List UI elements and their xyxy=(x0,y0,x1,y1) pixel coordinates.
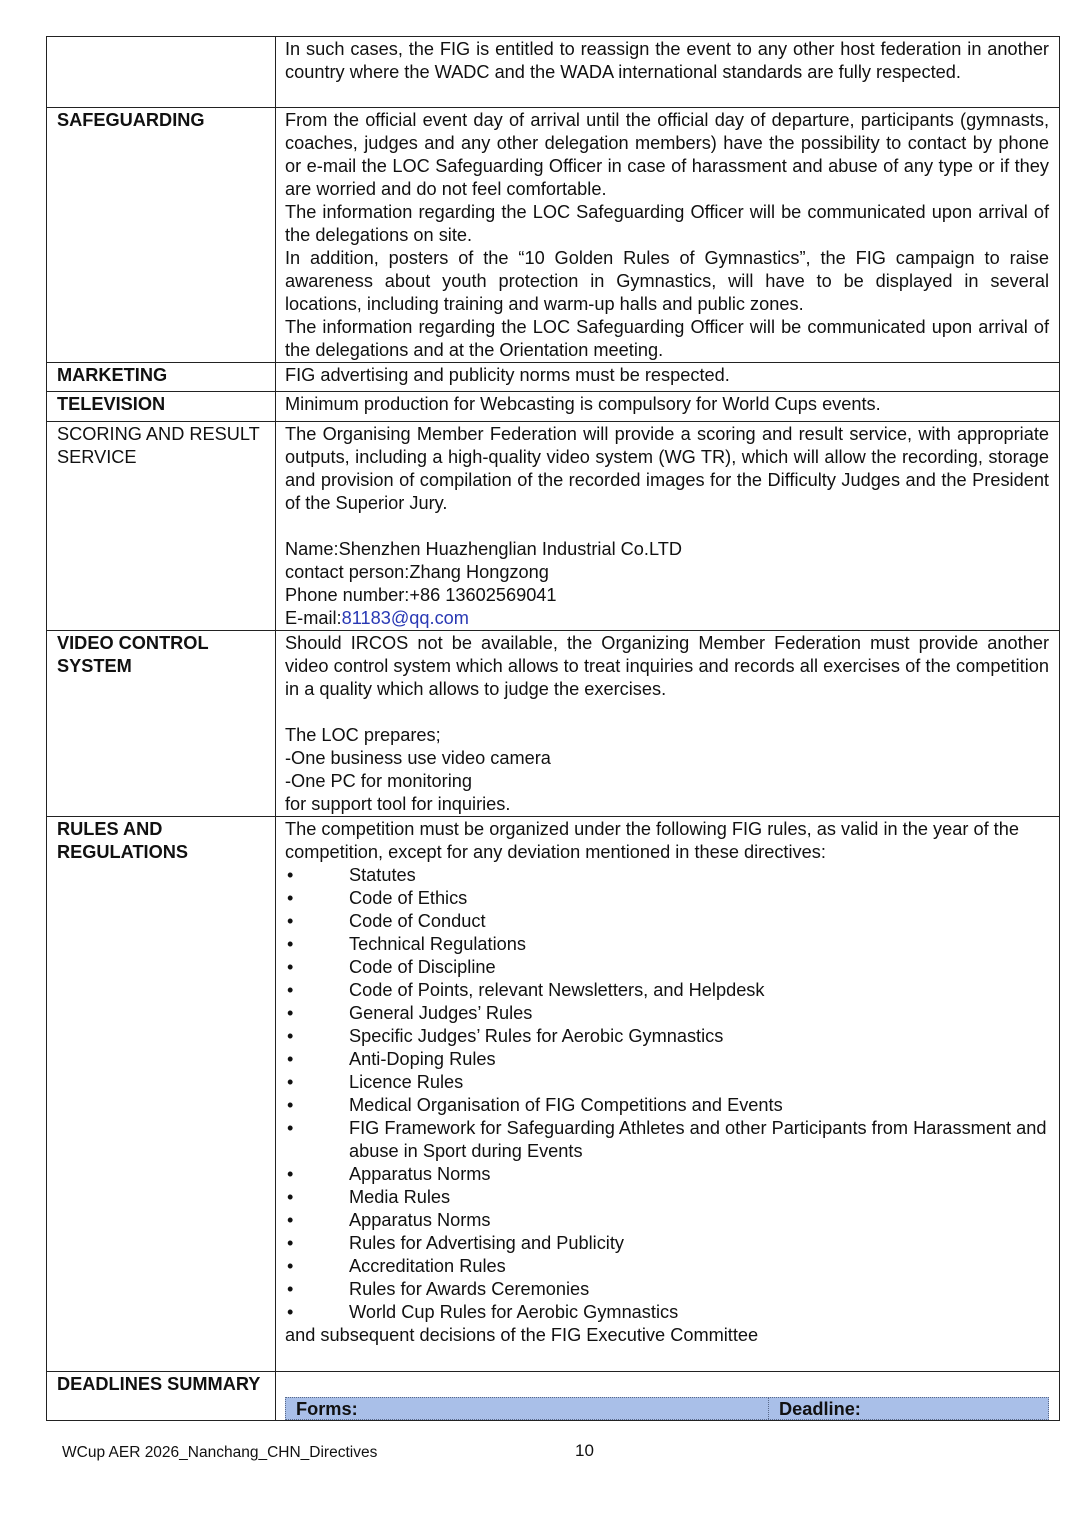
rules-item-text: Technical Regulations xyxy=(349,934,526,954)
rules-list-item xyxy=(285,956,1049,979)
bullet-icon: • xyxy=(287,1118,294,1138)
rules-list-item xyxy=(285,1094,1049,1117)
rules-item-text: Rules for Awards Ceremonies xyxy=(349,1279,590,1299)
rules-list-item xyxy=(285,933,1049,956)
rules-list xyxy=(285,864,1049,1324)
bullet-icon: • xyxy=(287,1233,294,1253)
rules-list-item xyxy=(285,979,1049,1002)
rules-item-text: FIG Framework for Safeguarding Athletes and other Participants from Harassment and abuse in Sport during Events xyxy=(349,1118,1047,1161)
bullet-icon: • xyxy=(287,980,294,1000)
safeguarding-label: SAFEGUARDING xyxy=(47,108,276,363)
deadline-header: Deadline: xyxy=(779,1399,861,1419)
video-control-label: VIDEO CONTROL SYSTEM xyxy=(47,631,276,817)
rules-list-item xyxy=(285,910,1049,933)
video-description: Should IRCOS not be available, the Organizing Member Federation must provide another video control system which allows to treat inquiries and records all exercises of the competition in a quality which allows to judge the exercises. xyxy=(285,633,1049,699)
bullet-icon: • xyxy=(287,1003,294,1023)
row-scoring xyxy=(47,422,1060,631)
bullet-icon: • xyxy=(287,1095,294,1115)
rules-list-item xyxy=(285,1232,1049,1255)
spacer xyxy=(285,515,1049,538)
video-item: for support tool for inquiries. xyxy=(285,794,511,814)
rules-list-item xyxy=(285,1071,1049,1094)
rules-intro: The competition must be organized under the following FIG rules, as valid in the year of the competition, except for any deviation mentioned in these directives: xyxy=(285,819,1019,862)
rules-list-item xyxy=(285,1025,1049,1048)
safeguarding-paragraph: In addition, posters of the “10 Golden Rules of Gymnastics”, the FIG campaign to raise awareness about youth protection in Gymnastics, will have to be displayed in several locations, including training and warm-up halls and public zones. xyxy=(285,248,1049,314)
safeguarding-paragraph: From the official event day of arrival until the official day of departure, participants (gymnasts, coaches, judges and any other delegation members) have the possibility to contact by phone or e-mail the LOC Safeguarding Officer in case of harassment and abuse of any type or if they are worried and do not feel comfortable. xyxy=(285,110,1049,199)
bullet-icon: • xyxy=(287,1164,294,1184)
rules-item-text: Specific Judges’ Rules for Aerobic Gymnastics xyxy=(349,1026,724,1046)
television-text: Minimum production for Webcasting is compulsory for World Cups events. xyxy=(276,392,1060,422)
continuation-text: In such cases, the FIG is entitled to reassign the event to any other host federation in another country where the WADC and the WADA international standards are fully respected. xyxy=(276,37,1060,108)
rules-list-item xyxy=(285,1048,1049,1071)
bullet-icon: • xyxy=(287,1049,294,1069)
company-name: Name:Shenzhen Huazhenglian Industrial Co.LTD xyxy=(285,539,682,559)
rules-item-text: Code of Ethics xyxy=(349,888,468,908)
row-safeguarding xyxy=(47,108,1060,363)
bullet-icon: • xyxy=(287,911,294,931)
email-link[interactable]: 81183@qq.com xyxy=(341,608,469,628)
safeguarding-paragraph: The information regarding the LOC Safeguarding Officer will be communicated upon arrival of the delegations and at the Orientation meeting. xyxy=(285,317,1049,360)
rules-item-text: Code of Conduct xyxy=(349,911,486,931)
page-number: 10 xyxy=(575,1441,594,1460)
safeguarding-content xyxy=(276,108,1060,363)
rules-content xyxy=(276,817,1060,1372)
scoring-content xyxy=(276,422,1060,631)
row-deadlines xyxy=(47,1372,1060,1421)
bullet-icon: • xyxy=(287,888,294,908)
label-cell-empty xyxy=(47,37,276,108)
rules-item-text: Rules for Advertising and Publicity xyxy=(349,1233,624,1253)
rules-list-item xyxy=(285,1209,1049,1232)
rules-item-text: Code of Discipline xyxy=(349,957,496,977)
television-label: TELEVISION xyxy=(47,392,276,422)
bullet-icon: • xyxy=(287,1072,294,1092)
rules-item-text: Licence Rules xyxy=(349,1072,464,1092)
rules-list-item xyxy=(285,1255,1049,1278)
scoring-label: SCORING AND RESULT SERVICE xyxy=(47,422,276,631)
row-rules xyxy=(47,817,1060,1372)
bullet-icon: • xyxy=(287,1302,294,1322)
scoring-description: The Organising Member Federation will provide a scoring and result service, with appropriate outputs, including a high-quality video system (WG TR), which will allow the recording, storage and provision of compilation of the recorded images for the Difficulty Judges and the President of the Superior Jury. xyxy=(285,424,1049,513)
video-item: -One business use video camera xyxy=(285,748,551,768)
phone-number: Phone number:+86 13602569041 xyxy=(285,585,557,605)
rules-list-item xyxy=(285,1186,1049,1209)
rules-item-text: General Judges’ Rules xyxy=(349,1003,533,1023)
rules-list-item xyxy=(285,887,1049,910)
bullet-icon: • xyxy=(287,865,294,885)
row-marketing xyxy=(47,363,1060,392)
rules-item-text: Anti-Doping Rules xyxy=(349,1049,496,1069)
deadlines-content xyxy=(276,1372,1060,1421)
row-television xyxy=(47,392,1060,422)
email-line xyxy=(285,607,1049,630)
email-prefix: E-mail: xyxy=(285,608,342,628)
rules-list-item xyxy=(285,1117,1049,1163)
bullet-icon: • xyxy=(287,1026,294,1046)
deadlines-label: DEADLINES SUMMARY xyxy=(47,1372,276,1421)
video-control-content xyxy=(276,631,1060,817)
rules-item-text: Media Rules xyxy=(349,1187,451,1207)
footer-document-name: WCup AER 2026_Nanchang_CHN_Directives xyxy=(62,1444,378,1461)
rules-item-text: Apparatus Norms xyxy=(349,1210,491,1230)
rules-list-item xyxy=(285,1002,1049,1025)
video-item: -One PC for monitoring xyxy=(285,771,472,791)
bullet-icon: • xyxy=(287,1210,294,1230)
rules-list-item xyxy=(285,1301,1049,1324)
marketing-label: MARKETING xyxy=(47,363,276,392)
rules-list-item xyxy=(285,864,1049,887)
rules-item-text: Statutes xyxy=(349,865,416,885)
forms-header: Forms: xyxy=(286,1398,769,1419)
spacer xyxy=(285,701,1049,724)
marketing-text: FIG advertising and publicity norms must be respected. xyxy=(276,363,1060,392)
rules-item-text: Medical Organisation of FIG Competitions and Events xyxy=(349,1095,783,1115)
rules-outro: and subsequent decisions of the FIG Executive Committee xyxy=(285,1325,759,1345)
rules-list-item xyxy=(285,1278,1049,1301)
row-video-control xyxy=(47,631,1060,817)
rules-item-text: Code of Points, relevant Newsletters, and Helpdesk xyxy=(349,980,765,1000)
safeguarding-paragraph: The information regarding the LOC Safeguarding Officer will be communicated upon arrival of the delegations on site. xyxy=(285,202,1049,245)
rules-item-text: Accreditation Rules xyxy=(349,1256,506,1276)
rules-label: RULES AND REGULATIONS xyxy=(47,817,276,1372)
bullet-icon: • xyxy=(287,957,294,977)
contact-person: contact person:Zhang Hongzong xyxy=(285,562,549,582)
rules-item-text: Apparatus Norms xyxy=(349,1164,491,1184)
rules-list-item xyxy=(285,1163,1049,1186)
bullet-icon: • xyxy=(287,1187,294,1207)
bullet-icon: • xyxy=(287,1256,294,1276)
deadlines-header-bar xyxy=(285,1397,1049,1420)
directives-table xyxy=(46,36,1060,1421)
rules-item-text: World Cup Rules for Aerobic Gymnastics xyxy=(349,1302,679,1322)
loc-prepares: The LOC prepares; xyxy=(285,725,441,745)
row-continuation xyxy=(47,37,1060,108)
bullet-icon: • xyxy=(287,1279,294,1299)
bullet-icon: • xyxy=(287,934,294,954)
